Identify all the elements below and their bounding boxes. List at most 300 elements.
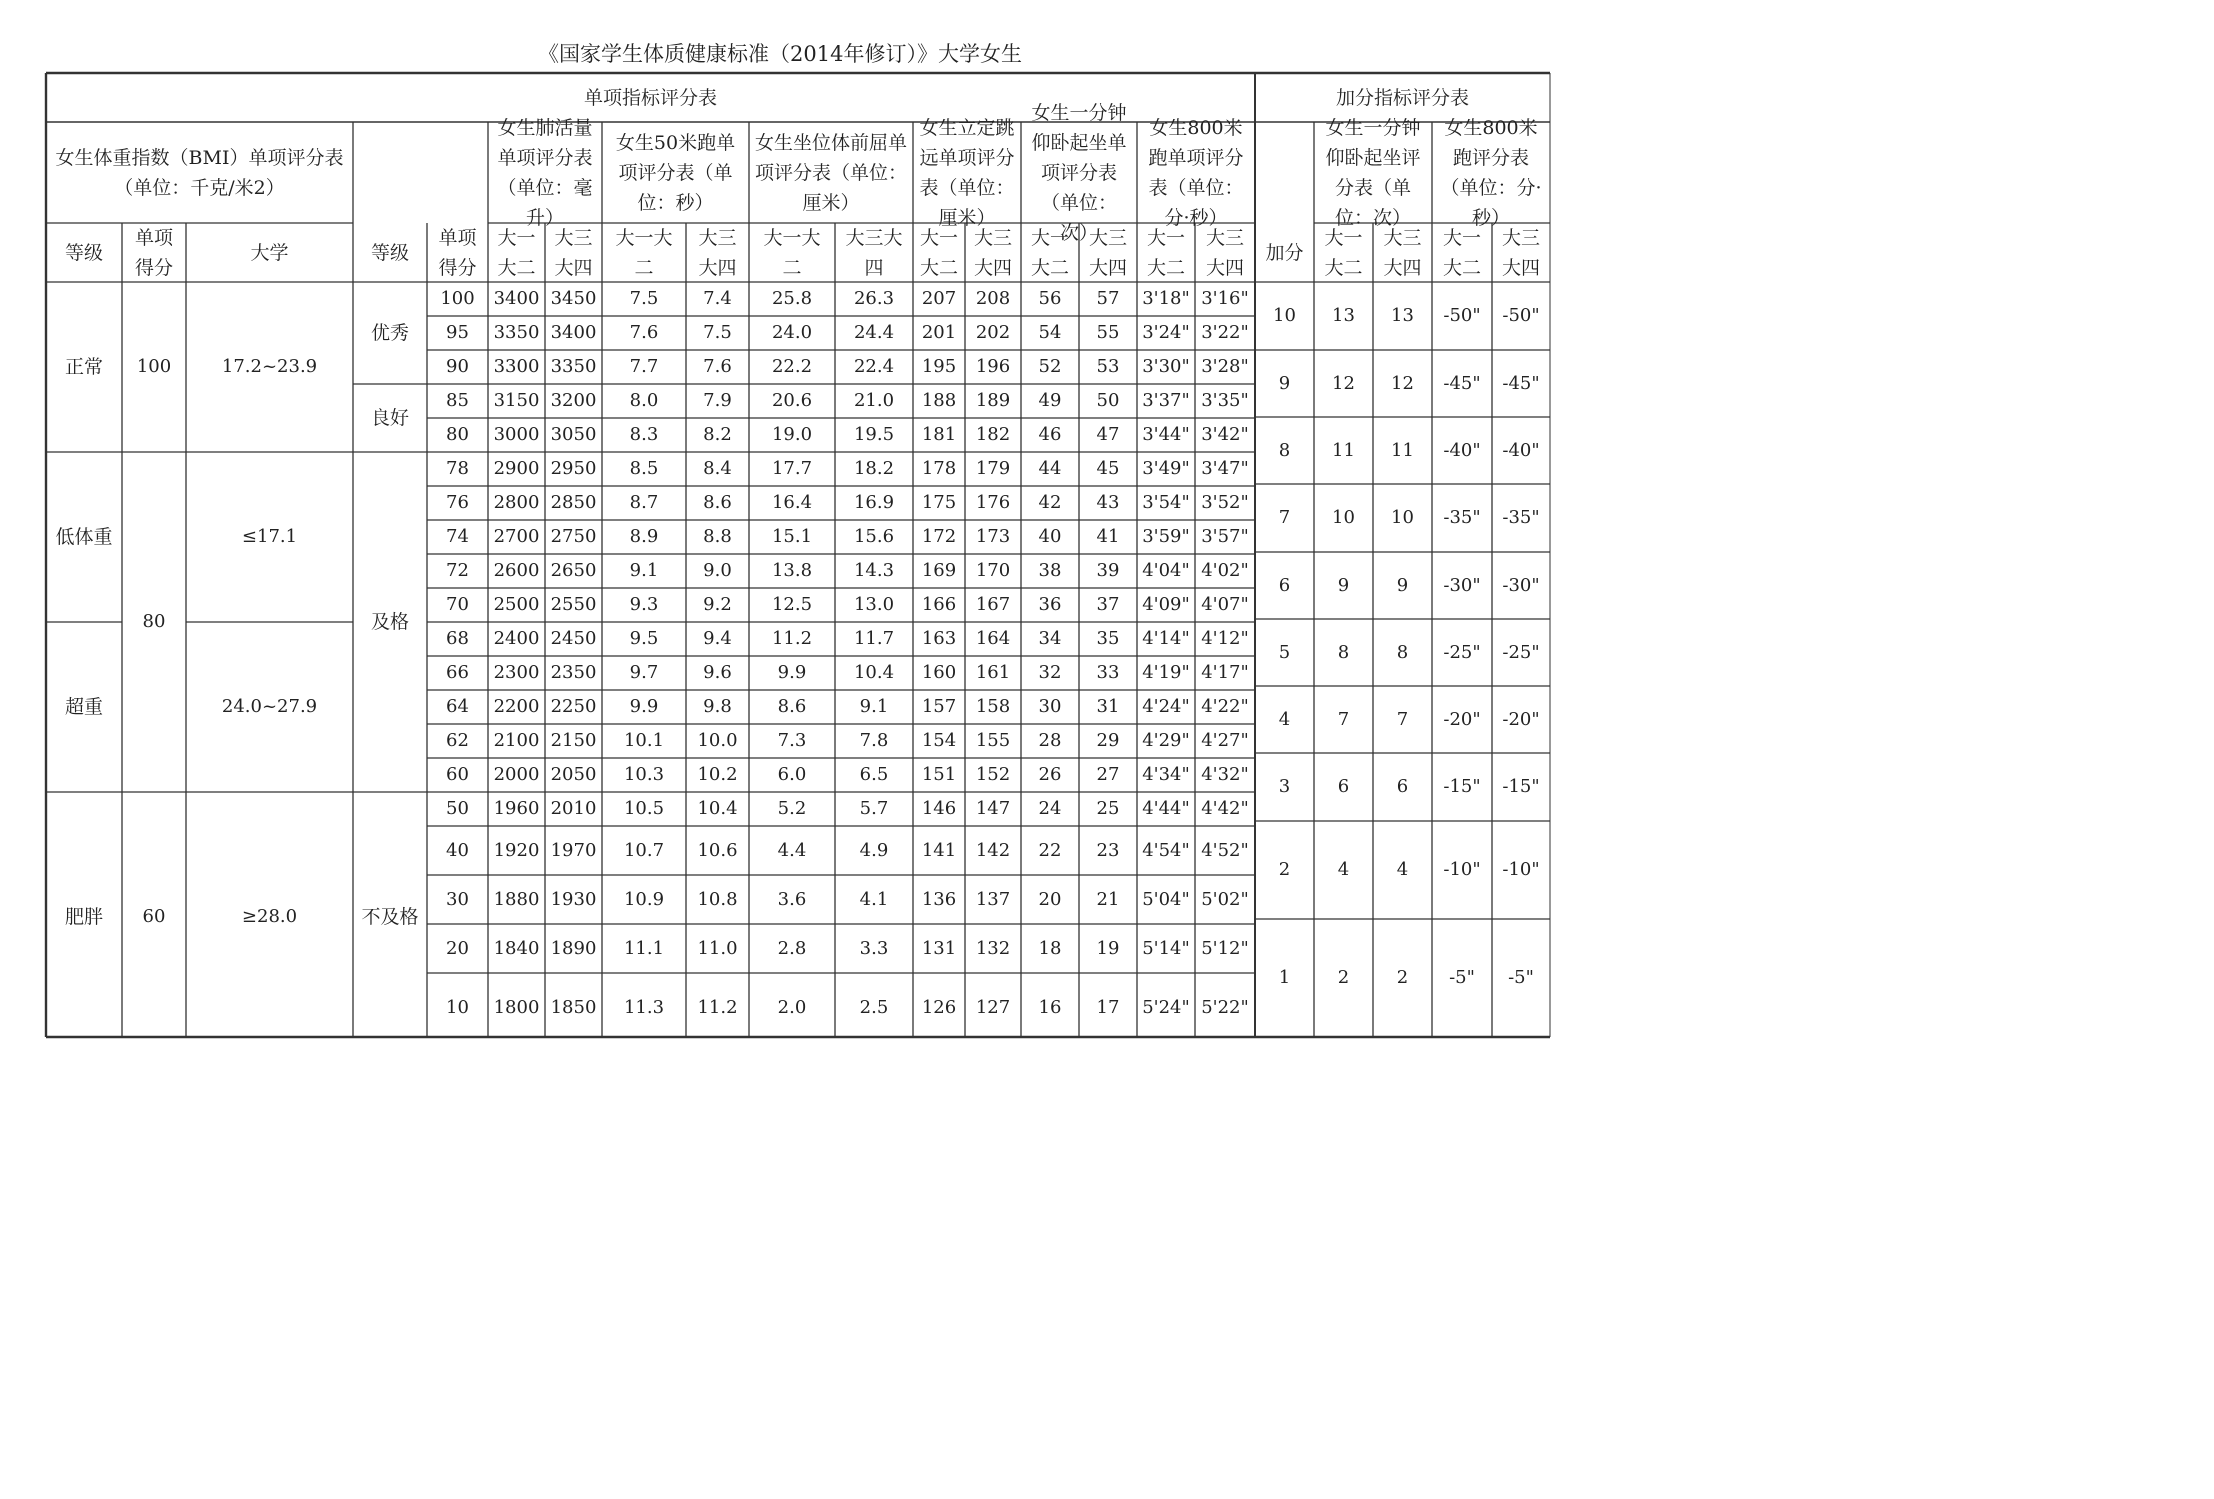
table-cell: 7.4 <box>703 288 732 309</box>
table-cell: 3'30" <box>1142 356 1190 377</box>
table-cell: 8.0 <box>629 390 659 411</box>
table-cell: 4.9 <box>859 839 889 861</box>
table-cell: 53 <box>1096 356 1120 377</box>
bonus-cell: 12 <box>1332 372 1355 394</box>
table-cell: 3'54" <box>1142 492 1190 513</box>
table-cell: 195 <box>921 356 957 377</box>
table-cell: 31 <box>1096 696 1120 717</box>
table-cell: 52 <box>1038 356 1062 377</box>
table-cell: 3050 <box>550 424 597 445</box>
table-cell: 47 <box>1096 424 1120 445</box>
table-cell: 24 <box>1038 798 1062 819</box>
table-cell: 2550 <box>550 594 597 615</box>
table-cell: 19.5 <box>853 424 895 445</box>
table-cell: 11.0 <box>697 937 738 959</box>
bonus-cell: -45" <box>1502 372 1540 394</box>
bonus-cell: -5" <box>1449 967 1475 988</box>
bonus-run800-header: 女生800米跑评分表（单位：分·秒） <box>1440 116 1542 229</box>
table-cell: 25.8 <box>771 288 813 309</box>
table-cell: 5'04" <box>1142 888 1190 910</box>
bonus-cell: 10 <box>1332 507 1355 528</box>
table-cell: 163 <box>921 628 957 649</box>
table-cell: 11.3 <box>623 996 665 1018</box>
table-cell: 8.6 <box>777 696 807 717</box>
table-cell: 3'24" <box>1142 322 1190 343</box>
bonus-points-cell: 1 <box>1278 967 1291 988</box>
score-cell: 74 <box>446 526 469 547</box>
table-cell: 175 <box>921 492 957 513</box>
table-cell: 2300 <box>493 662 540 683</box>
score-cell: 20 <box>446 937 469 959</box>
bonus-cell: 2 <box>1337 967 1350 988</box>
bmi-level-header: 等级 <box>64 241 103 264</box>
bonus-points-cell: 8 <box>1278 439 1291 461</box>
table-cell: 152 <box>975 764 1011 785</box>
table-cell: 176 <box>975 492 1011 513</box>
table-cell: 2450 <box>550 628 597 649</box>
table-cell: 8.8 <box>703 526 732 547</box>
year34-header: 大三大四 <box>845 226 903 279</box>
table-cell: 151 <box>921 764 957 785</box>
table-cell: 10.5 <box>623 798 665 819</box>
table-cell: 1920 <box>493 839 540 861</box>
table-cell: 28 <box>1038 730 1062 751</box>
grade-header: 等级 <box>370 241 409 264</box>
table-cell: 2000 <box>493 764 540 785</box>
table-cell: 4'27" <box>1201 730 1249 751</box>
table-cell: 2800 <box>493 492 540 513</box>
year12-header: 大一大二 <box>497 226 536 279</box>
table-cell: 166 <box>921 594 957 615</box>
table-cell: 2250 <box>550 696 597 717</box>
table-cell: 33 <box>1096 662 1120 683</box>
table-cell: 25 <box>1096 798 1120 819</box>
table-cell: 10.1 <box>623 730 665 751</box>
table-cell: 4'24" <box>1142 696 1190 717</box>
table-cell: 22.4 <box>853 356 895 377</box>
table-cell: 207 <box>921 288 957 309</box>
table-cell: 13.8 <box>771 560 813 581</box>
table-cell: 16 <box>1038 996 1062 1018</box>
table-cell: 188 <box>921 390 957 411</box>
bonus-cell: -30" <box>1443 574 1481 596</box>
table-cell: 2500 <box>493 594 540 615</box>
table-cell: 4'04" <box>1142 560 1190 581</box>
table-cell: 11.2 <box>771 628 813 649</box>
bonus-points-header: 加分 <box>1265 241 1304 264</box>
table-cell: 170 <box>975 560 1011 581</box>
bonus-cell: 13 <box>1391 305 1414 326</box>
table-cell: 3'47" <box>1201 458 1249 479</box>
bonus-cell: 9 <box>1337 574 1350 596</box>
table-cell: 4'09" <box>1142 594 1190 615</box>
table-cell: 2700 <box>493 526 540 547</box>
table-cell: 22 <box>1038 839 1062 861</box>
situp-header: 女生一分钟仰卧起坐单项评分表（单位：次） <box>1031 101 1127 244</box>
score-cell: 64 <box>446 696 469 717</box>
table-cell: 36 <box>1038 594 1062 615</box>
table-cell: 172 <box>921 526 957 547</box>
table-cell: 2.0 <box>777 996 807 1018</box>
table-cell: 56 <box>1038 288 1062 309</box>
score-cell: 100 <box>440 288 475 309</box>
bonus-cell: 8 <box>1337 641 1350 663</box>
bonus-cell: -20" <box>1443 708 1481 730</box>
score-cell: 62 <box>446 730 469 751</box>
table-cell: 3'52" <box>1201 492 1249 513</box>
table-cell: 4'19" <box>1142 662 1190 683</box>
bonus-cell: -5" <box>1508 967 1534 988</box>
table-cell: 10.0 <box>697 730 738 751</box>
bonus-points-cell: 7 <box>1278 507 1291 528</box>
table-cell: 2350 <box>550 662 597 683</box>
table-cell: 2750 <box>550 526 597 547</box>
table-cell: 1880 <box>493 888 540 910</box>
table-cell: 11.2 <box>697 996 738 1018</box>
year34-header: 大三大四 <box>1501 226 1540 279</box>
year34-header: 大三大四 <box>973 226 1012 279</box>
table-cell: 2200 <box>493 696 540 717</box>
table-cell: 26.3 <box>853 288 895 309</box>
score-cell: 90 <box>446 356 469 377</box>
score-cell: 10 <box>446 996 469 1018</box>
table-cell: 19 <box>1096 937 1120 959</box>
table-cell: 4'44" <box>1142 798 1190 819</box>
table-cell: 20 <box>1038 888 1062 910</box>
table-cell: 9.5 <box>629 628 659 649</box>
table-cell: 4'54" <box>1142 839 1190 861</box>
table-cell: 9.9 <box>629 696 659 717</box>
table-cell: 10.7 <box>623 839 665 861</box>
table-cell: 12.5 <box>771 594 813 615</box>
table-cell: 35 <box>1096 628 1120 649</box>
table-cell: 127 <box>975 996 1011 1018</box>
run800-header: 女生800米跑单项评分表（单位：分·秒） <box>1148 116 1244 229</box>
table-cell: 136 <box>921 888 957 910</box>
table-cell: 18 <box>1038 937 1062 959</box>
table-cell: 2650 <box>550 560 597 581</box>
grade-label: 及格 <box>370 611 409 633</box>
table-cell: 20.6 <box>771 390 813 411</box>
table-cell: 154 <box>921 730 957 751</box>
table-cell: 40 <box>1038 526 1062 547</box>
table-cell: 9.3 <box>629 594 659 615</box>
score-cell: 72 <box>446 560 469 581</box>
year12-header: 大一大二 <box>919 226 958 279</box>
table-cell: 2050 <box>550 764 597 785</box>
table-cell: 179 <box>975 458 1011 479</box>
bonus-cell: -15" <box>1443 776 1481 797</box>
bonus-cell: 12 <box>1391 372 1414 394</box>
vital-capacity-header: 女生肺活量单项评分表（单位：毫升） <box>497 116 593 229</box>
table-cell: 2950 <box>550 458 597 479</box>
table-cell: 10.4 <box>697 798 738 819</box>
table-cell: 9.2 <box>703 594 732 615</box>
table-cell: 3'18" <box>1142 288 1190 309</box>
bonus-cell: -20" <box>1502 708 1540 730</box>
table-cell: 2900 <box>493 458 540 479</box>
table-cell: 7.3 <box>777 730 807 751</box>
score-cell: 95 <box>446 322 469 343</box>
bonus-cell: 7 <box>1337 708 1350 730</box>
table-cell: 181 <box>921 424 957 445</box>
table-cell: 16.4 <box>771 492 813 513</box>
table-cell: 11.7 <box>853 628 895 649</box>
table-cell: 57 <box>1096 288 1120 309</box>
table-cell: 9.6 <box>703 662 732 683</box>
bonus-section-header: 加分指标评分表 <box>1335 86 1469 109</box>
table-cell: 4'29" <box>1142 730 1190 751</box>
table-cell: 8.5 <box>629 458 659 479</box>
table-cell: 5.2 <box>777 798 807 819</box>
table-cell: 4'32" <box>1201 764 1249 785</box>
bonus-cell: 6 <box>1396 776 1409 797</box>
table-cell: 15.1 <box>771 526 813 547</box>
table-cell: 1840 <box>493 937 540 959</box>
table-cell: 2.8 <box>777 937 807 959</box>
table-cell: 5'14" <box>1142 937 1190 959</box>
bmi-range: ≥28.0 <box>241 906 298 927</box>
table-cell: 3'35" <box>1201 390 1249 411</box>
year34-header: 大三大四 <box>1205 226 1244 279</box>
table-cell: 4'17" <box>1201 662 1249 683</box>
table-cell: 5.7 <box>859 798 889 819</box>
bonus-cell: 7 <box>1396 708 1409 730</box>
table-cell: 16.9 <box>853 492 895 513</box>
table-cell: 4'07" <box>1201 594 1249 615</box>
bonus-cell: -40" <box>1443 439 1481 461</box>
score-cell: 40 <box>446 839 469 861</box>
table-cell: 8.7 <box>629 492 659 513</box>
table-cell: 50 <box>1096 390 1120 411</box>
bonus-cell: 4 <box>1337 859 1350 880</box>
bonus-cell: -40" <box>1502 439 1540 461</box>
table-cell: 4'34" <box>1142 764 1190 785</box>
table-cell: 1890 <box>550 937 597 959</box>
score-cell: 30 <box>446 888 469 910</box>
table-cell: 161 <box>975 662 1011 683</box>
table-cell: 4.1 <box>859 888 889 910</box>
table-cell: 24.0 <box>771 322 813 343</box>
table-cell: 142 <box>975 839 1011 861</box>
table-cell: 42 <box>1038 492 1062 513</box>
bonus-cell: 13 <box>1332 305 1355 326</box>
bonus-points-cell: 6 <box>1278 574 1291 596</box>
table-cell: 1970 <box>550 839 597 861</box>
table-cell: 1850 <box>550 996 597 1018</box>
bonus-cell: -35" <box>1443 507 1481 528</box>
bonus-points-cell: 10 <box>1273 305 1296 326</box>
table-cell: 157 <box>921 696 957 717</box>
table-cell: 14.3 <box>853 560 895 581</box>
bonus-cell: 6 <box>1337 776 1350 797</box>
table-cell: 1960 <box>493 798 540 819</box>
table-cell: 43 <box>1096 492 1120 513</box>
table-cell: 21.0 <box>853 390 895 411</box>
score-cell: 76 <box>446 492 469 513</box>
table-cell: 45 <box>1096 458 1120 479</box>
table-cell: 7.5 <box>703 322 732 343</box>
table-cell: 4'52" <box>1201 839 1249 861</box>
bonus-cell: -50" <box>1502 305 1540 326</box>
table-cell: 32 <box>1038 662 1062 683</box>
table-cell: 2.5 <box>859 996 889 1018</box>
bmi-table-header: 女生体重指数（BMI）单项评分表（单位：千克/米2） <box>55 146 344 199</box>
bonus-cell: -50" <box>1443 305 1481 326</box>
table-cell: 9.8 <box>703 696 732 717</box>
table-cell: 6.0 <box>777 764 807 785</box>
table-cell: 9.4 <box>703 628 732 649</box>
table-cell: 4.4 <box>777 839 807 861</box>
table-cell: 178 <box>921 458 957 479</box>
table-cell: 141 <box>921 839 957 861</box>
table-cell: 3'49" <box>1142 458 1190 479</box>
score-header: 单项得分 <box>438 226 477 279</box>
table-cell: 3000 <box>493 424 540 445</box>
table-cell: 160 <box>921 662 957 683</box>
table-cell: 54 <box>1038 322 1062 343</box>
table-cell: 7.9 <box>703 390 732 411</box>
table-cell: 9.1 <box>629 560 659 581</box>
bonus-cell: 4 <box>1396 859 1409 880</box>
year12-header: 大一大二 <box>1030 226 1069 279</box>
table-cell: 11.1 <box>623 937 665 959</box>
table-cell: 3.6 <box>777 888 807 910</box>
table-cell: 3150 <box>493 390 540 411</box>
table-cell: 19.0 <box>771 424 813 445</box>
bonus-cell: -45" <box>1443 372 1481 394</box>
table-cell: 4'02" <box>1201 560 1249 581</box>
table-cell: 4'22" <box>1201 696 1249 717</box>
score-cell: 85 <box>446 390 469 411</box>
bmi-range: 24.0~27.9 <box>221 696 318 717</box>
bonus-cell: 11 <box>1332 439 1355 461</box>
bonus-cell: 11 <box>1391 439 1414 461</box>
score-cell: 80 <box>446 424 469 445</box>
table-cell: 3450 <box>550 288 597 309</box>
table-cell: 41 <box>1096 526 1120 547</box>
year34-header: 大三大四 <box>554 226 593 279</box>
score-cell: 78 <box>446 458 469 479</box>
table-cell: 44 <box>1038 458 1062 479</box>
bmi-score: 60 <box>142 906 166 927</box>
table-cell: 202 <box>975 322 1011 343</box>
table-cell: 10.3 <box>623 764 665 785</box>
table-cell: 9.1 <box>859 696 889 717</box>
table-cell: 24.4 <box>853 322 895 343</box>
table-cell: 169 <box>921 560 957 581</box>
bonus-cell: -10" <box>1502 859 1540 880</box>
table-cell: 9.7 <box>629 662 659 683</box>
table-cell: 1800 <box>493 996 540 1018</box>
bonus-cell: -30" <box>1502 574 1540 596</box>
table-cell: 146 <box>921 798 957 819</box>
bonus-cell: 8 <box>1396 641 1409 663</box>
year34-header: 大三大四 <box>1088 226 1127 279</box>
table-cell: 158 <box>975 696 1011 717</box>
bmi-university-header: 大学 <box>250 241 289 264</box>
table-cell: 3'44" <box>1142 424 1190 445</box>
table-cell: 6.5 <box>859 764 889 785</box>
table-cell: 137 <box>975 888 1011 910</box>
table-cell: 10.9 <box>623 888 665 910</box>
bonus-points-cell: 4 <box>1278 708 1291 730</box>
table-cell: 55 <box>1096 322 1120 343</box>
table-cell: 7.6 <box>703 356 732 377</box>
bmi-level: 低体重 <box>55 526 113 548</box>
table-cell: 3400 <box>493 288 540 309</box>
bonus-cell: 9 <box>1396 574 1409 596</box>
table-cell: 5'22" <box>1201 996 1249 1018</box>
table-cell: 29 <box>1096 730 1120 751</box>
table-cell: 17.7 <box>771 458 813 479</box>
table-cell: 10.6 <box>697 839 738 861</box>
table-cell: 9.0 <box>703 560 732 581</box>
table-cell: 3'37" <box>1142 390 1190 411</box>
table-cell: 3400 <box>550 322 597 343</box>
table-cell: 8.4 <box>703 458 732 479</box>
table-cell: 2100 <box>493 730 540 751</box>
bmi-score: 100 <box>136 356 172 377</box>
grade-label: 不及格 <box>361 906 419 928</box>
table-cell: 8.2 <box>703 424 732 445</box>
score-cell: 66 <box>446 662 469 683</box>
grade-label: 优秀 <box>370 322 409 344</box>
table-cell: 15.6 <box>853 526 895 547</box>
bonus-cell: 2 <box>1396 967 1409 988</box>
year12-header: 大一大二 <box>763 226 821 279</box>
table-cell: 2150 <box>550 730 597 751</box>
table-cell: 18.2 <box>853 458 895 479</box>
year12-header: 大一大二 <box>615 226 673 279</box>
table-cell: 7.8 <box>859 730 889 751</box>
table-cell: 9.9 <box>777 662 807 683</box>
table-cell: 8.3 <box>629 424 659 445</box>
table-cell: 34 <box>1038 628 1062 649</box>
table-cell: 46 <box>1038 424 1062 445</box>
bmi-level: 肥胖 <box>64 906 103 928</box>
table-cell: 196 <box>975 356 1011 377</box>
sit-reach-header: 女生坐位体前屈单项评分表（单位：厘米） <box>755 131 908 214</box>
bmi-level: 正常 <box>64 356 103 378</box>
table-cell: 132 <box>975 937 1011 959</box>
table-cell: 189 <box>975 390 1011 411</box>
table-cell: 126 <box>921 996 957 1018</box>
table-cell: 2600 <box>493 560 540 581</box>
year12-header: 大一大二 <box>1442 226 1481 279</box>
bonus-cell: -10" <box>1443 859 1481 880</box>
table-cell: 26 <box>1038 764 1062 785</box>
table-cell: 7.7 <box>629 356 659 377</box>
table-cell: 3'57" <box>1201 526 1249 547</box>
table-cell: 131 <box>921 937 957 959</box>
page-title: 《国家学生体质健康标准（2014年修订）》大学女生 <box>538 42 1022 66</box>
bmi-range: ≤17.1 <box>241 526 298 547</box>
table-cell: 3'42" <box>1201 424 1249 445</box>
table-cell: 3'28" <box>1201 356 1249 377</box>
bonus-cell: -35" <box>1502 507 1540 528</box>
bmi-score: 80 <box>142 611 166 632</box>
table-cell: 7.5 <box>629 288 659 309</box>
table-cell: 2010 <box>550 798 597 819</box>
table-cell: 2850 <box>550 492 597 513</box>
table-cell: 182 <box>975 424 1011 445</box>
table-cell: 208 <box>975 288 1011 309</box>
bmi-range: 17.2~23.9 <box>221 356 318 377</box>
table-cell: 3200 <box>550 390 597 411</box>
table-cell: 22.2 <box>771 356 813 377</box>
table-cell: 10.8 <box>697 888 738 910</box>
